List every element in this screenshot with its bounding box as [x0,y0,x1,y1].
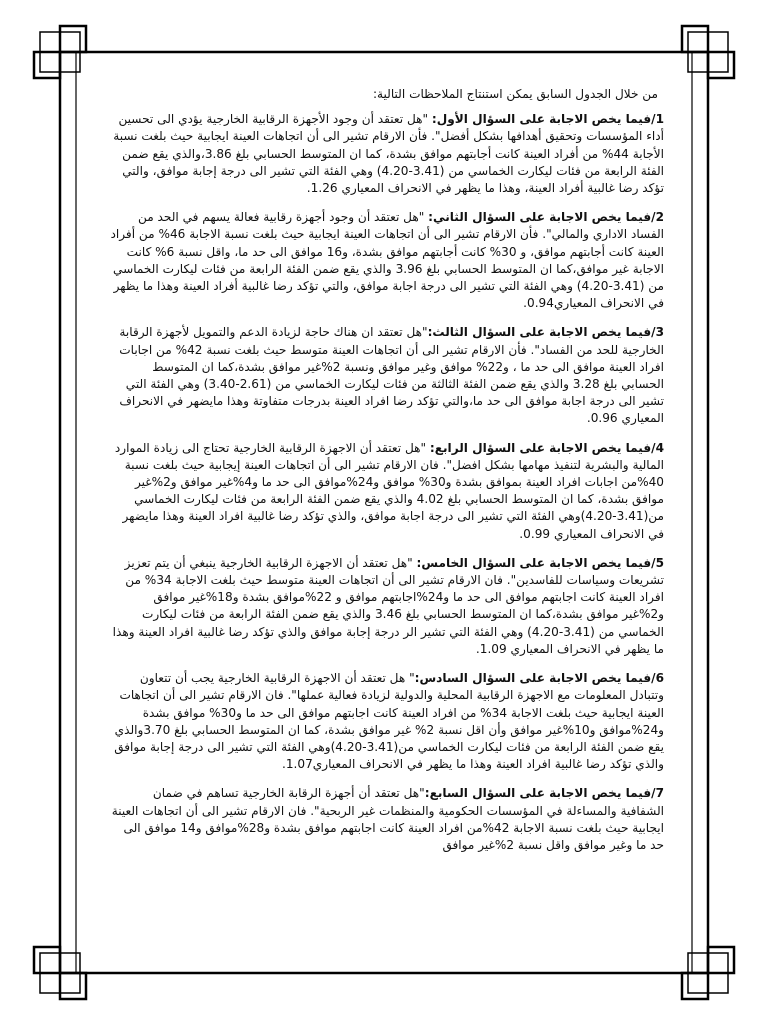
paragraph-heading: فيما يخص الاجابة على السؤال السابع: [424,786,652,801]
paragraph-heading: فيما يخص الاجابة على السؤال الثالث: [427,325,652,340]
paragraph-number: 5/ [651,555,664,570]
paragraph-number: 3/ [651,325,664,340]
paragraph-heading: فيما يخص الاجابة على السؤال الأول: [431,112,652,127]
paragraph-text: "هل تعتقد أن الاجهزة الرقابية الخارجية تحتاج الى زيادة الموارد المالية والبشرية لتنفيذ مهامها بشكل افضل". فان الارقام تشير الى أن اتجاهات العينة إيجابية حيث بلغت نسبة 40%من اجابات افراد العينة بموافق بشدة و30% موافق و24%موافق الى حد ما و4%غير موافق و2%غير موافق بشدة، كما ان المتوسط الحسابي بلغ 4.02 والذي يقع ضمن الفئة الرابعة من فئات ليكارت الخماسي من(3.41-4.20)وهي الفئة التي تشير الى درجة اجابة موافق، والذي تؤكد رضا غالبية افراد العينة وهذا مايضهر في الانحراف المعياري 0.99. [114,440,664,541]
paragraph-1 [108,111,664,197]
corner-ornament-top-right [682,26,734,78]
corner-ornament-top-left [34,26,86,78]
corner-ornament-bottom-left [34,947,86,999]
paragraph-heading: فيما يخص الاجابة على السؤال الثاني: [428,210,652,225]
paragraph-5 [108,555,664,658]
paragraph-text: " هل تعتقد أن الاجهزة الرقابية الخارجية يجب أن تتعاون وتتبادل المعلومات مع الاجهزة الرقابية المحلية والدولية لزيادة فعالية عملها". فان الارقام تشير الى أن اتجاهات العينة ايجابية حيث بلغت الاجابة 34% من افراد العينة كانت اجابتهم موافق الى حد ما و30% موافق بشدة و24%موافق و10%غير موافق وأن اقل نسبة 2% غير موافق بشدة، كما ان المتوسط الحسابي بلغ 3.70والذي يقع ضمن الفئة الرابعة من فئات ليكارت الخماسي من(3.41-4.20)وهي الفئة التي تشير الى درجة إجابة موافق والذي تؤكد رضا غالبية افراد العينة وهذا ما يظهر في الانحراف المعياري1.07. [114,671,664,772]
paragraph-4 [108,440,664,543]
paragraph-heading: فيما يخص الاجابة على السؤال الرابع: [429,440,652,455]
paragraph-number: 7/ [651,786,664,801]
paragraph-number: 1/ [651,112,664,127]
paragraph-text: "هل تعتقد أن وجود أجهزة رقابية فعالة يسهم في الحد من الفساد الاداري والمالي". فأن الارقام تشير الى أن اتجاهات العينة ايجابية حيث بلغت نسبة الاجابة 46% من أفراد العينة كانت أجابتهم موافق، و 30% كانت أجابتهم موافق بشدة، و16 موافق الى حد ما، واقل نسبة 6% كانت الاجابة غير موافق،كما ان المتوسط الحسابي بلغ 3.96 والذي يقع ضمن الفئة الرابعة من فئات ليكارت الخماسي من (3.41-4.20) وهي الفئة التي تشير الى درجة اجابة موافق، والتي تؤكد رضا غالبية أفراد العينة وهذا ما يظهر في الانحراف المعياري0.94. [110,210,664,311]
paragraph-text: "هل تعتقد أن الاجهزة الرقابية الخارجية ينبغي أن يتم تعزيز تشريعات وسياسات للفاسدين". فان الارقام تشير الى أن اتجاهات العينة متوسط حيث بلغت الاجابة 34% من افراد العينة كانت اجابتهم موافق الى حد ما و24%اجابتهم موافق و 22%موافق بشدة و18%غير موافق و2%غير موافق بشدة،كما ان المتوسط الحسابي بلغ 3.46 والذي يقع ضمن الفئة الرابعة من فئات ليكارت الخماسي من (3.41-4.20) وهي الفئة التي تشير الر درجة إجابة موافق والذي تؤكد رضا غالبية افراد العينة وهذا ما يظهر في الانحراف المعياري 1.09. [112,555,664,656]
corner-ornament-bottom-right [682,947,734,999]
paragraph-number: 4/ [651,440,664,455]
paragraph-number: 2/ [651,210,664,225]
paragraph-3 [108,324,664,427]
paragraph-heading: فيما يخص الاجابة على السؤال الخامس: [416,555,652,570]
paragraph-2 [108,209,664,312]
paragraph-text: "هل تعتقد أن وجود الأجهزة الرقابية الخارجية يؤدي الى تحسين أداء المؤسسات وتحقيق أهدافها بشكل أفضل". فأن الارقام تشير الى أن اتجاهات العينة ايجابية حيث بلغت نسبة الأجابة 44% من أفراد العينة كانت أجابتهم موافق بشدة، كما ان المتوسط الحسابي بلغ 3.86،والذي يقع ضمن الفئة الرابعة من فئات ليكارت الخماسي من (3.41-4.20) وهي الفئة التي تشير الى درجة إجابة موافق، والتي تؤكد رضا غالبية أفراد العينة، وهذا ما يظهر في الانحراف المعياري 1.26. [113,112,664,196]
paragraph-6 [108,670,664,773]
paragraph-text: "هل تعتقد ان هناك حاجة لزيادة الدعم والتمويل لأجهزة الرقابة الخارجية للحد من الفساد". فأن الارقام تشير الى أن اتجاهات العينة متوسط حيث بلغت نسبة 42% من اجابات افراد العينة موافق الى حد ما ، و22% موافق وغير موافق ونسبة 2%غير موافق بشدة،كما ان المتوسط الحسابي بلغ 3.28 والذي يقع ضمن الفئة الثالثة من فئات ليكارت الخماسي من (2.61-3.40) وهي الفئة التي تشير الى درجة اجابة موافق الى حد ما،والتي تؤكد رضا افراد العينة بدرجات متفاوتة وهذا مايضهر في الانحراف المعياري 0.96. [119,325,664,426]
paragraph-7 [108,785,664,854]
paragraph-text: "هل تعتقد أن أجهزة الرقابة الخارجية تساهم في ضمان الشفافية والمساءلة في المؤسسات الحكومية والمنظمات غير الربحية". فان الارقام تشير الى أن اتجاهات العينة ايجابية حيث بلغت نسبة الاجابة 42%من افراد العينة كانت اجابتهم موافق بشدة و28%موافق و14 موافق الى حد ما وغير موافق واقل نسبة 2%غير موافق [111,786,664,852]
intro-line: من خلال الجدول السابق يمكن استنتاج الملاحظات التالية: [372,87,658,101]
paragraph-number: 6/ [651,671,664,686]
paragraph-heading: فيما يخص الاجابة على السؤال السادس: [414,671,652,686]
document-body [108,86,664,866]
